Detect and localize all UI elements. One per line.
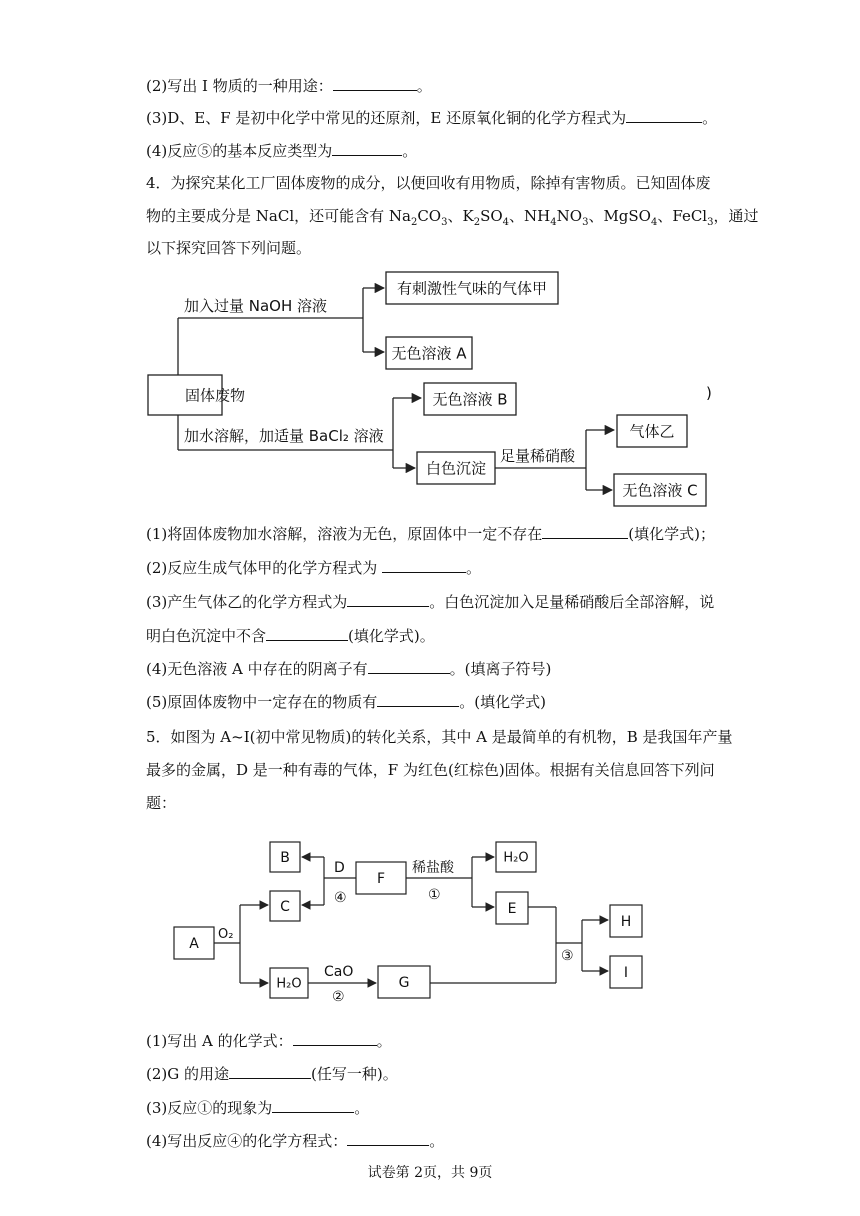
label-e: E — [507, 901, 517, 917]
answer-blank[interactable] — [272, 1098, 354, 1113]
label-solution-a: 无色溶液 A — [391, 344, 467, 363]
q4-intro-line2: 物的主要成分是 NaCl，还可能含有 $Na_2CO_3$、$K_2SO_4$、$NH_4NO_3$、MgSO$_4$、FeCl$_3$，通过 — [146, 207, 759, 228]
label-reagent-bacl2: 加水溶解，加适量 BaCl₂ 溶液 — [184, 427, 384, 445]
label-solution-b: 无色溶液 B — [432, 390, 508, 409]
label-c: C — [280, 899, 290, 915]
label-gas-jia: 有刺激性气味的气体甲 — [396, 279, 548, 298]
label-white-precipitate: 白色沉淀 — [425, 459, 487, 478]
q4-part3-cont: 明白色沉淀中不含 (填化学式)。 — [146, 627, 435, 645]
q3-part3: (3)D、E、F 是初中化学中常见的还原剂，E 还原氧化铜的化学方程式为 。 — [146, 109, 718, 127]
label-reaction-4: ④ — [334, 890, 347, 906]
q4-part2: (2)反应生成气体甲的化学方程式为 。 — [146, 559, 482, 577]
q5-intro-line1: 5．如图为 A~I(初中常见物质)的转化关系，其中 A 是最简单的有机物，B 是我国年产量 — [146, 728, 733, 746]
label-g: G — [398, 975, 410, 991]
q4-part4: (4)无色溶液 A 中存在的阴离子有 。(填离子符号) — [146, 660, 552, 678]
label-solution-c: 无色溶液 C — [622, 481, 698, 500]
q5-part4: (4)写出反应④的化学方程式： 。 — [146, 1132, 445, 1150]
q5-part1: (1)写出 A 的化学式： 。 — [146, 1032, 392, 1050]
q5-intro-line2: 最多的金属，D 是一种有毒的气体，F 为红色(红棕色)固体。根据有关信息回答下列问 — [146, 761, 715, 779]
label-o2: O₂ — [218, 927, 234, 942]
label-h2o-left: H₂O — [276, 976, 302, 992]
answer-blank[interactable] — [293, 1031, 377, 1046]
q4-part5: (5)原固体废物中一定存在的物质有 。(填化学式) — [146, 693, 546, 711]
q5-part2: (2)G 的用途 (任写一种)。 — [146, 1065, 398, 1083]
label-b: B — [280, 850, 290, 866]
label-gas-yi: 气体乙 — [629, 422, 675, 441]
q4-intro-line1: 4．为探究某化工厂固体废物的成分，以便回收有用物质，除掉有害物质。已知固体废 — [146, 174, 711, 192]
stray-paren: ) — [706, 384, 712, 402]
label-f: F — [376, 871, 386, 887]
label-reagent-cao: CaO — [324, 964, 354, 980]
label-reaction-2: ② — [332, 989, 345, 1005]
q3-part2: (2)写出 I 物质的一种用途： 。 — [146, 77, 432, 95]
label-reagent-naoh: 加入过量 NaOH 溶液 — [184, 297, 328, 315]
label-i: I — [623, 965, 629, 981]
q3-part4: (4)反应⑤的基本反应类型为 。 — [146, 142, 418, 160]
label-a: A — [189, 936, 199, 952]
label-reagent-d: D — [334, 860, 345, 876]
page-footer: 试卷第 2页，共 9页 — [367, 1165, 493, 1181]
label-reaction-3: ③ — [561, 948, 574, 964]
answer-blank[interactable] — [347, 1131, 429, 1146]
label-reagent-hno3: 足量稀硝酸 — [500, 447, 576, 465]
label-h2o-top: H₂O — [503, 850, 529, 866]
label-h: H — [620, 914, 632, 930]
label-solid-waste: 固体废物 — [185, 386, 246, 405]
q4-part1: (1)将固体废物加水溶解，溶液为无色，原固体中一定不存在 (填化学式)； — [146, 525, 715, 543]
label-reagent-hcl: 稀盐酸 — [412, 860, 454, 876]
q5-part3: (3)反应①的现象为 。 — [146, 1099, 370, 1117]
q5-intro-line3: 题： — [146, 794, 177, 812]
q4-part3: (3)产生气体乙的化学方程式为 。白色沉淀加入足量稀硝酸后全部溶解，说 — [146, 593, 715, 611]
answer-blank[interactable] — [229, 1064, 311, 1079]
q4-intro-line3: 以下探究回答下列问题。 — [146, 239, 312, 257]
label-reaction-1: ① — [428, 887, 441, 903]
